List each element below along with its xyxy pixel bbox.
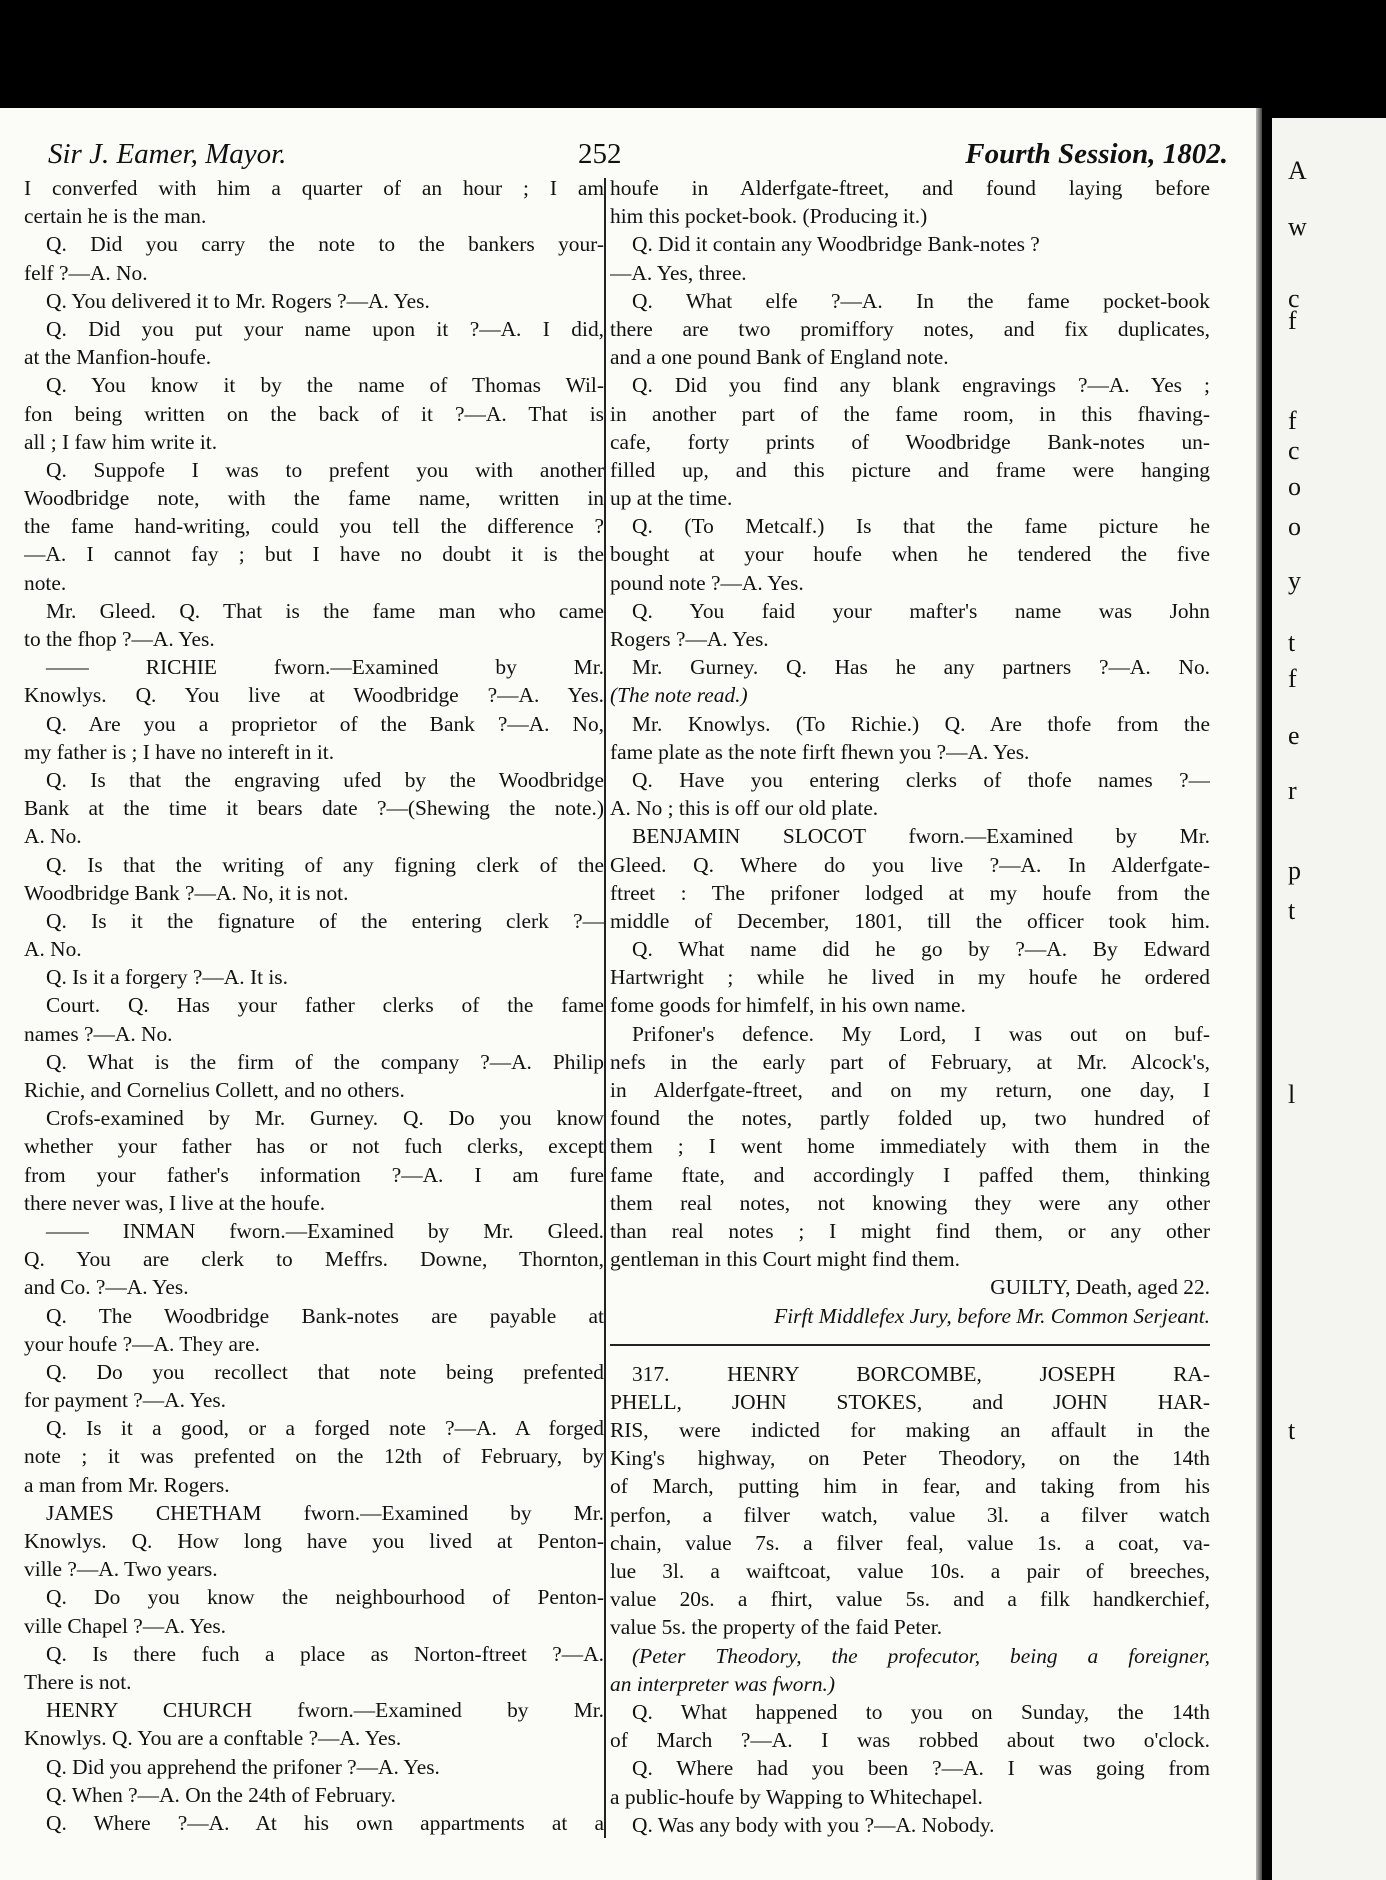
text-line: lue 3l. a waiftcoat, value 10s. a pair of breeches, [610, 1559, 1210, 1583]
text-line: A. No. [24, 824, 82, 849]
text-line: Q. Did you put your name upon it ?—A. I did, [46, 316, 604, 341]
text-line: (Peter Theodory, the profecutor, being a foreigner, [632, 1643, 1210, 1668]
text-line: fome goods for himfelf, in his own name. [610, 993, 966, 1018]
text-line: pound note ?—A. Yes. [610, 570, 804, 595]
text-line: there are two promiffory notes, and fix duplicates, [610, 316, 1210, 341]
text-line: gentleman in this Court might find them. [610, 1247, 960, 1272]
fragment-letter: f [1288, 306, 1297, 335]
text-line: houfe in Alderfgate-ftreet, and found laying before [610, 176, 1210, 200]
text-line: Q. Did you apprehend the prifoner ?—A. Yes. [46, 1754, 440, 1779]
text-line: value 5s. the property of the faid Peter. [610, 1615, 943, 1640]
text-line: Q. What is the firm of the company ?—A. Philip [46, 1049, 604, 1074]
text-line: and a one pound Bank of England note. [610, 345, 949, 370]
text-line: ville Chapel ?—A. Yes. [24, 1613, 227, 1638]
text-line: Mr. Gleed. Q. That is the fame man who came [46, 598, 604, 623]
fragment-letter: f [1288, 406, 1297, 435]
text-line: fon being written on the back of it ?—A. That is [24, 401, 604, 426]
text-line: GUILTY, Death, aged 22. [990, 1275, 1210, 1300]
page-number: 252 [578, 138, 622, 170]
fragment-letter: t [1288, 896, 1296, 925]
header-mayor: Sir J. Eamer, Mayor. [48, 138, 287, 170]
fragment-letter: A [1288, 156, 1307, 185]
text-line: Q. You delivered it to Mr. Rogers ?—A. Yes. [46, 288, 430, 313]
text-line: an interpreter was fworn.) [610, 1671, 835, 1696]
text-line: Q. Is it the fignature of the entering clerk ?— [46, 908, 604, 933]
fragment-letter: c [1288, 436, 1300, 465]
text-line: and Co. ?—A. Yes. [24, 1275, 189, 1300]
text-line: up at the time. [610, 486, 733, 511]
text-line: Rogers ?—A. Yes. [610, 627, 769, 651]
text-line: Q. What happened to you on Sunday, the 14th [632, 1699, 1210, 1724]
text-line: them real notes, not knowing they were any other [610, 1190, 1210, 1215]
text-line: Q. Did it contain any Woodbridge Bank-notes ? [632, 232, 1040, 257]
text-line: chain, value 7s. a filver feal, value 1s. a coat, va- [610, 1530, 1210, 1555]
text-line: fame plate as the note firft fhewn you ?—A. Yes. [610, 739, 1030, 764]
fragment-letter: c [1288, 284, 1300, 313]
column-rule [604, 178, 607, 1838]
text-line: A. No ; this is off our old plate. [610, 796, 879, 821]
text-line: there never was, I live at the houfe. [24, 1190, 326, 1215]
text-line: at the Manfion-houfe. [24, 345, 212, 370]
text-line: ville ?—A. Two years. [24, 1557, 218, 1582]
text-line: 317. HENRY BORCOMBE, JOSEPH RA- [632, 1361, 1210, 1386]
text-line: Gleed. Q. Where do you live ?—A. In Alderfgate- [610, 852, 1210, 877]
text-line: I converfed with him a quarter of an hour ; I am [24, 176, 604, 200]
text-line: to the fhop ?—A. Yes. [24, 627, 215, 651]
text-line: Woodbridge Bank ?—A. No, it is not. [24, 880, 349, 905]
text-line: Prifoner's defence. My Lord, I was out on buf- [632, 1021, 1210, 1046]
fragment-letter: w [1288, 212, 1307, 241]
fragment-letter: o [1288, 472, 1301, 501]
text-line: Q. Where had you been ?—A. I was going from [632, 1756, 1210, 1781]
fragment-letter: l [1288, 1080, 1296, 1109]
text-line: —A. Yes, three. [610, 260, 747, 285]
text-line: Q. What elfe ?—A. In the fame pocket-book [632, 288, 1210, 313]
text-line: Q. Is that the writing of any figning clerk of the [46, 852, 604, 877]
fragment-letter: y [1288, 566, 1301, 595]
text-line: Court. Q. Has your father clerks of the fame [46, 993, 604, 1018]
text-line: from your father's information ?—A. I am fure [24, 1162, 604, 1187]
text-line: felf ?—A. No. [24, 260, 148, 285]
text-line: Hartwright ; while he lived in my houfe he ordered [610, 965, 1210, 990]
text-line: Q. What name did he go by ?—A. By Edward [632, 937, 1210, 962]
text-line: Q. Is it a good, or a forged note ?—A. A forged [46, 1416, 604, 1441]
text-line: Q. Do you know the neighbourhood of Penton- [46, 1585, 604, 1610]
text-line: cafe, forty prints of Woodbridge Bank-notes un- [610, 429, 1210, 454]
text-line: Richie, and Cornelius Collett, and no others. [24, 1078, 405, 1102]
fragment-letter: t [1288, 1416, 1296, 1445]
text-line: Crofs-examined by Mr. Gurney. Q. Do you know [46, 1106, 604, 1131]
text-line: of March ?—A. I was robbed about two o'clock. [610, 1728, 1210, 1753]
text-line: HENRY CHURCH fworn.—Examined by Mr. [46, 1698, 604, 1723]
fragment-letter: o [1288, 512, 1301, 541]
text-line: Q. Is there fuch a place as Norton-ftreet ?—A. [46, 1641, 604, 1666]
text-line: filled up, and this picture and frame were hanging [610, 457, 1210, 482]
text-line: for payment ?—A. Yes. [24, 1388, 226, 1413]
section-divider [610, 1344, 1210, 1346]
text-line: Q. Was any body with you ?—A. Nobody. [632, 1812, 995, 1837]
text-line: Q. Where ?—A. At his own appartments at a [46, 1810, 604, 1835]
text-line: A. No. [24, 937, 82, 962]
text-line: (The note read.) [610, 683, 748, 708]
right-column [610, 174, 1210, 1839]
text-line: middle of December, 1801, till the officer took him. [610, 908, 1210, 933]
text-line: fame ftate, and accordingly I paffed them, thinking [610, 1162, 1210, 1187]
text-line: Q. When ?—A. On the 24th of February. [46, 1782, 396, 1807]
text-line: bought at your houfe when he tendered the five [610, 542, 1210, 567]
text-line: your houfe ?—A. They are. [24, 1331, 261, 1356]
text-line: a man from Mr. Rogers. [24, 1472, 230, 1497]
page-gutter [1262, 108, 1272, 1880]
adjacent-page-edge [1272, 118, 1386, 1880]
text-line: King's highway, on Peter Theodory, on the 14th [610, 1446, 1210, 1471]
fragment-letter: p [1288, 856, 1301, 885]
text-line: Q. Did you carry the note to the bankers your- [46, 232, 604, 257]
text-line: certain he is the man. [24, 204, 207, 229]
text-line: Mr. Gurney. Q. Has he any partners ?—A. No. [632, 655, 1210, 680]
text-line: found the notes, partly folded up, two hundred of [610, 1106, 1210, 1131]
text-line: Q. Are you a proprietor of the Bank ?—A. No, [46, 711, 604, 736]
left-column [24, 174, 604, 1837]
text-line: a public-houfe by Wapping to Whitechapel. [610, 1784, 983, 1809]
text-line: BENJAMIN SLOCOT fworn.—Examined by Mr. [632, 824, 1210, 849]
fragment-letter: f [1288, 664, 1297, 693]
text-line: the fame hand-writing, could you tell the difference ? [24, 514, 604, 539]
text-line: Knowlys. Q. You live at Woodbridge ?—A. Yes. [24, 683, 604, 708]
text-line: Knowlys. Q. How long have you lived at Penton- [24, 1529, 604, 1553]
text-line: Mr. Knowlys. (To Richie.) Q. Are thofe from the [632, 711, 1210, 736]
text-line: Q. Is that the engraving ufed by the Woodbridge [46, 767, 604, 792]
text-line: Firft Middlefex Jury, before Mr. Common Serjeant. [774, 1303, 1210, 1328]
text-line: Q. The Woodbridge Bank-notes are payable at [46, 1303, 604, 1328]
text-line: JAMES CHETHAM fworn.—Examined by Mr. [46, 1500, 604, 1525]
text-line: all ; I faw him write it. [24, 429, 218, 454]
text-line: nefs in the early part of February, at Mr. Alcock's, [610, 1049, 1210, 1074]
text-line: —— INMAN fworn.—Examined by Mr. Gleed. [46, 1218, 604, 1243]
text-line: Q. Did you find any blank engravings ?—A. Yes ; [632, 373, 1210, 398]
text-line: Knowlys. Q. You are a conftable ?—A. Yes. [24, 1726, 402, 1751]
text-line: Q. Do you recollect that note being prefented [46, 1359, 604, 1384]
document-page [0, 108, 1262, 1880]
text-line: in Alderfgate-ftreet, and on my return, one day, I [610, 1078, 1210, 1102]
text-line: than real notes ; I might find them, or any other [610, 1218, 1210, 1243]
text-line: —— RICHIE fworn.—Examined by Mr. [46, 655, 604, 680]
text-line: of March, putting him in fear, and taking from his [610, 1474, 1210, 1499]
text-line: names ?—A. No. [24, 1021, 173, 1046]
text-line: Q. You are clerk to Meffrs. Downe, Thornton, [24, 1247, 604, 1272]
text-line: Q. Have you entering clerks of thofe names ?— [632, 767, 1210, 792]
running-header [48, 132, 1228, 172]
text-line: him this pocket-book. (Producing it.) [610, 204, 928, 229]
text-line: Q. You know it by the name of Thomas Wil- [46, 373, 604, 398]
text-line: perfon, a filver watch, value 3l. a filver watch [610, 1502, 1210, 1527]
fragment-letter: e [1288, 721, 1300, 750]
fragment-letter: r [1288, 776, 1297, 805]
text-line: whether your father has or not fuch clerks, except [24, 1134, 604, 1159]
text-line: RIS, were indicted for making an affault in the [610, 1418, 1210, 1443]
text-line: Q. (To Metcalf.) Is that the fame picture he [632, 514, 1210, 539]
fragment-letter: t [1288, 628, 1296, 657]
text-line: ftreet : The prifoner lodged at my houfe from the [610, 880, 1210, 905]
text-line: note ; it was prefented on the 12th of February, by [24, 1444, 604, 1469]
text-line: value 20s. a fhirt, value 5s. and a filk handkerchief, [610, 1587, 1210, 1612]
text-line: Q. Suppofe I was to prefent you with another [46, 457, 604, 482]
text-line: Q. Is it a forgery ?—A. It is. [46, 965, 288, 990]
text-line: —A. I cannot fay ; but I have no doubt it is the [24, 542, 604, 567]
text-line: them ; I went home immediately with them in the [610, 1134, 1210, 1159]
header-session: Fourth Session, 1802. [965, 138, 1228, 170]
text-line: Bank at the time it bears date ?—(Shewing the note.) [24, 796, 604, 821]
text-line: my father is ; I have no intereft in it. [24, 739, 335, 764]
text-line: Q. You faid your mafter's name was John [632, 598, 1210, 623]
text-line: Woodbridge note, with the fame name, written in [24, 486, 604, 511]
text-line: note. [24, 570, 67, 595]
text-line: PHELL, JOHN STOKES, and JOHN HAR- [610, 1389, 1210, 1414]
text-line: There is not. [24, 1669, 132, 1694]
text-line: in another part of the fame room, in this fhaving- [610, 401, 1210, 426]
